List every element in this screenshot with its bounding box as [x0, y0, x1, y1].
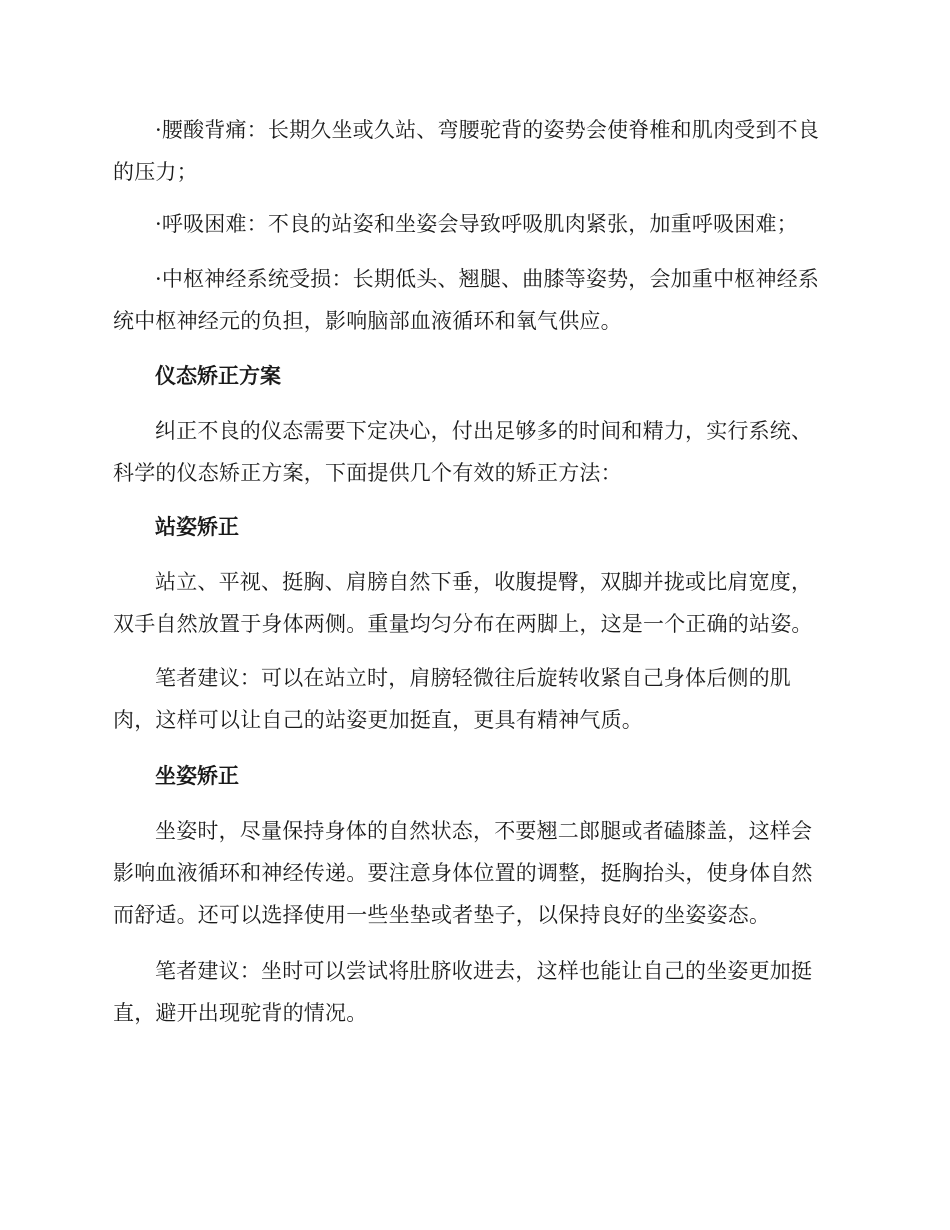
sitting-paragraph: 坐姿时，尽量保持身体的自然状态，不要翘二郎腿或者磕膝盖，这样会影响血液循环和神经传递。要注意身体位置的调整，挺胸抬头，使身体自然而舒适。还可以选择使用一些坐垫或者垫子，以保持良好的坐姿姿态。 [113, 819, 813, 927]
bullet-back-pain: ·腰酸背痛：长期久坐或久站、弯腰驼背的姿势会使脊椎和肌肉受到不良的压力； [113, 118, 820, 184]
intro-paragraph: 纠正不良的仪态需要下定决心，付出足够多的时间和精力，实行系统、科学的仪态矫正方案，下面提供几个有效的矫正方法： [113, 419, 813, 485]
section-heading-sitting: 坐姿矫正 [155, 763, 239, 788]
standing-paragraph: 站立、平视、挺胸、肩膀自然下垂，收腹提臀，双脚并拢或比肩宽度，双手自然放置于身体两侧。重量均匀分布在两脚上，这是一个正确的站姿。 [113, 570, 813, 636]
section-heading-posture-correction: 仪态矫正方案 [155, 363, 281, 388]
bullet-nervous-system: ·中枢神经系统受损：长期低头、翘腿、曲膝等姿势，会加重中枢神经系统中枢神经元的负担，影响脑部血液循环和氧气供应。 [113, 267, 820, 333]
sitting-tip-paragraph: 笔者建议：坐时可以尝试将肚脐收进去，这样也能让自己的坐姿更加挺直，避开出现驼背的情况。 [113, 959, 813, 1025]
section-heading-standing: 站姿矫正 [155, 514, 239, 539]
bullet-breathing: ·呼吸困难：不良的站姿和坐姿会导致呼吸肌肉紧张，加重呼吸困难； [155, 212, 798, 236]
standing-tip-paragraph: 笔者建议：可以在站立时，肩膀轻微往后旋转收紧自己身体后侧的肌肉，这样可以让自己的站姿更加挺直，更具有精神气质。 [113, 666, 791, 732]
